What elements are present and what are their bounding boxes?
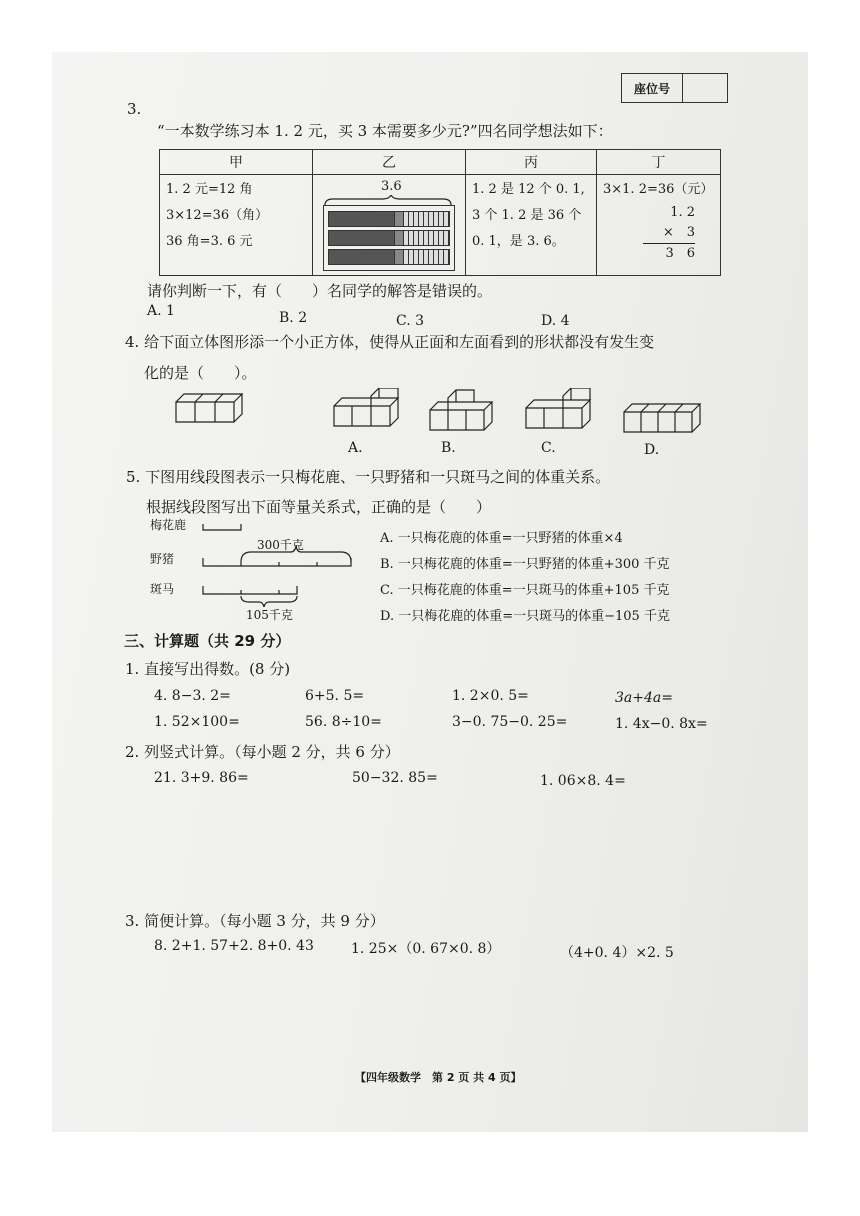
yi-bar-3 [328, 249, 450, 265]
ding-line-1: 3×1. 2=36（元） [603, 182, 714, 197]
part-3-title: 3. 简便计算。（每小题 3 分，共 9 分） [125, 912, 385, 930]
calc-2-1: 1. 52×100= [154, 714, 240, 730]
brace-bottom-label: 105千克 [246, 608, 293, 622]
ding-line-2: 1. 2 [670, 205, 695, 220]
yi-label: 3.6 [381, 179, 402, 194]
calc-2-3: 3−0. 75−0. 25= [452, 714, 568, 730]
part-1-title: 1. 直接写出得数。(8 分) [125, 660, 291, 678]
cell-jia [160, 175, 313, 276]
zebra-segment [203, 586, 297, 594]
zebra-brace [241, 596, 297, 607]
vertical-calc-2: 50−32. 85= [352, 770, 438, 786]
cell-yi [313, 175, 466, 276]
simplify-calc-1: 8. 2+1. 57+2. 8+0. 43 [154, 938, 314, 954]
ding-vertical-multiplication [643, 203, 695, 264]
section-3-title: 三、计算题（共 29 分） [124, 632, 291, 650]
cell-bing [466, 175, 597, 276]
brace-top-label: 300千克 [257, 538, 304, 552]
page-footer: 【四年级数学 第 2 页 共 4 页】 [355, 1071, 522, 1084]
yi-brace-area [323, 179, 455, 205]
header-yi: 乙 [313, 150, 466, 175]
bing-line-2: 3 个 1. 2 是 36 个 [472, 208, 582, 223]
q4-line1: 4. 给下面立体图形添一个小正方体，使得从正面和左面看到的形状都没有发生变 [125, 333, 655, 351]
bing-line-1: 1. 2 是 12 个 0. 1, [472, 182, 585, 197]
calc-1-1: 4. 8−3. 2= [154, 688, 231, 704]
vertical-calc-3: 1. 06×8. 4= [540, 773, 626, 789]
q4-label-d: D. [644, 442, 660, 458]
q4-label-c: C. [541, 440, 556, 456]
yi-bars [323, 205, 455, 271]
header-jia: 甲 [160, 150, 313, 175]
q3-stem: “一本数学练习本 1. 2 元，买 3 本需要多少元?”四名同学想法如下： [157, 122, 613, 140]
header-bing: 丙 [466, 150, 597, 175]
q5-line1: 5. 下图用线段图表示一只梅花鹿、一只野猪和一只斑马之间的体重关系。 [126, 468, 611, 486]
calc-2-2: 56. 8÷10= [305, 714, 382, 730]
q3-option-b: B. 2 [279, 310, 308, 326]
yi-bar-1 [328, 211, 450, 227]
animal-boar: 野猪 [150, 552, 175, 566]
simplify-calc-3: （4+0. 4）×2. 5 [560, 945, 674, 961]
boar-segment [203, 558, 351, 566]
simplify-calc-2: 1. 25×（0. 67×0. 8） [351, 941, 501, 957]
yi-brace [323, 195, 453, 207]
boar-brace [241, 546, 351, 562]
calc-2-4: 1. 4x−0. 8x= [615, 716, 708, 732]
q3-option-a: A. 1 [147, 303, 175, 319]
q4-label-b: B. [441, 440, 456, 456]
q3-number: 3. [127, 100, 142, 118]
header-ding: 丁 [597, 150, 721, 175]
q3-judge: 请你判断一下，有（ ）名同学的解答是错误的。 [147, 282, 493, 300]
jia-line-2: 3×12=36（角） [166, 208, 269, 223]
q4-label-a: A. [348, 440, 363, 456]
q4-cube-figures [170, 388, 710, 438]
q5-option-c: C. 一只梅花鹿的体重=一只斑马的体重+105 千克 [380, 583, 670, 598]
q5-line-diagram [195, 510, 365, 620]
calc-1-4: 3a+4a= [615, 690, 673, 706]
ding-line-4: 3 6 [665, 246, 695, 261]
jia-line-1: 1. 2 元=12 角 [166, 182, 253, 197]
option-a-cubes [334, 388, 398, 426]
bing-line-3: 0. 1，是 3. 6。 [472, 234, 565, 249]
q5-line2: 根据线段图写出下面等量关系式，正确的是（ ） [146, 498, 492, 516]
animal-deer: 梅花鹿 [150, 518, 187, 532]
part-2-title: 2. 列竖式计算。（每小题 2 分，共 6 分） [125, 743, 400, 761]
q3-methods-table [159, 149, 721, 276]
calc-1-3: 1. 2×0. 5= [452, 688, 529, 704]
q5-option-d: D. 一只梅花鹿的体重=一只斑马的体重−105 千克 [380, 609, 670, 624]
cell-ding [597, 175, 721, 276]
ding-line-3: × 3 [643, 223, 695, 244]
option-b-cubes [430, 390, 492, 430]
q3-option-d: D. 4 [541, 313, 570, 329]
q5-option-a: A. 一只梅花鹿的体重=一只野猪的体重×4 [380, 531, 623, 546]
seat-number-box [621, 73, 728, 103]
yi-bar-2 [328, 230, 450, 246]
jia-line-3: 36 角=3. 6 元 [166, 234, 253, 249]
animal-zebra: 斑马 [150, 582, 175, 596]
q5-option-b: B. 一只梅花鹿的体重=一只野猪的体重+300 千克 [380, 557, 670, 572]
q3-option-c: C. 3 [396, 313, 425, 329]
option-c-cubes [526, 388, 590, 428]
seat-number-label: 座位号 [622, 74, 683, 102]
q4-line2: 化的是（ ）。 [144, 364, 257, 382]
original-cubes [176, 394, 242, 422]
seat-number-field [683, 74, 727, 102]
option-d-cubes [624, 404, 700, 432]
calc-1-2: 6+5. 5= [305, 688, 365, 704]
vertical-calc-1: 21. 3+9. 86= [154, 770, 249, 786]
deer-segment [203, 524, 241, 530]
